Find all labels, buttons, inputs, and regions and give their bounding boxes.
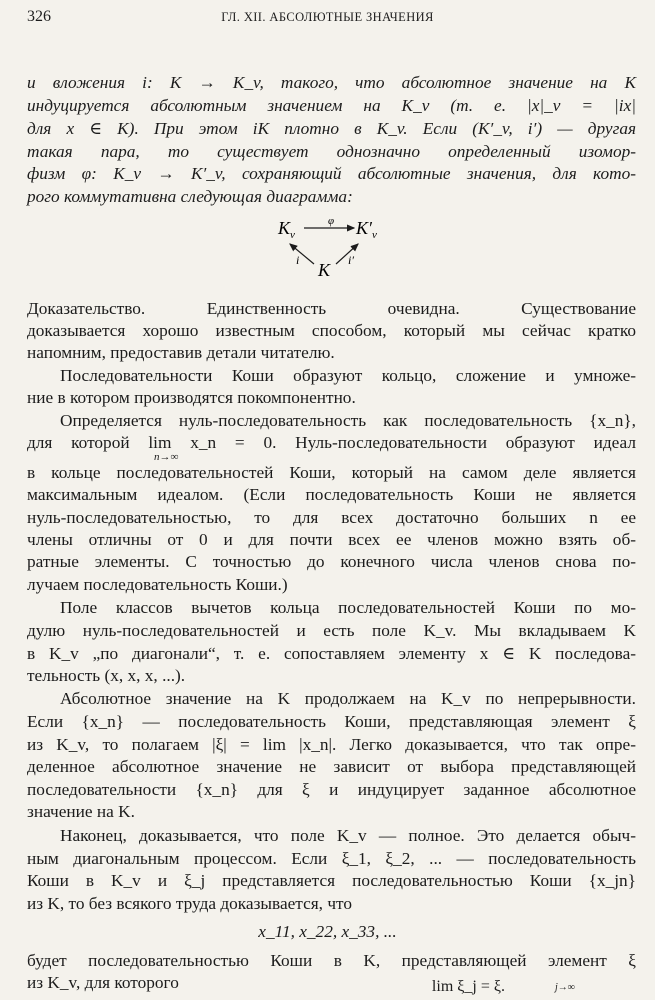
line-33: из K, то без всякого труда доказывается, что (27, 894, 352, 913)
line-23: тельность (x, x, x, ...). (27, 666, 186, 685)
diagram-label-i-prime: i′ (348, 253, 354, 267)
diagram-k-bottom: K (318, 260, 331, 280)
line-1: и вложения i: K → K_v, такого, что абсолютное значение на K (27, 73, 636, 92)
lim-subscript-n: n→∞ (154, 451, 179, 463)
formula-limit: lim ξ_j = ξ. (431, 978, 505, 995)
line-22: в K_v „по диагонали“, т. е. сопоставляем элементу x ∈ K последова- (27, 644, 636, 663)
line-20: Поле классов вычетов кольца последовательностей Коши по мо- (60, 598, 636, 617)
line-13: для которой lim x_n = 0. Нуль-последовательности образуют идеал (27, 433, 636, 452)
line-7: Доказательство. Единственность очевидна. Существование (27, 299, 636, 318)
line-31: ным диагональным процессом. Если ξ_1, ξ_2, ... — последовательность (27, 849, 636, 868)
line-17: члены отличны от 0 и для почти всех ее членов можно взять об- (27, 530, 636, 549)
line-10: Последовательности Коши образуют кольцо, сложение и умноже- (60, 366, 636, 385)
line-14: в кольце последовательностей Коши, который на самом деле является (27, 463, 636, 482)
line-4: такая пара, то существует однозначно определенный изомор- (27, 142, 636, 161)
line-25: Если {x_n} — последовательность Коши, представляющая элемент ξ (27, 712, 636, 731)
commutative-diagram (270, 214, 390, 280)
diagram-arrow-i (290, 244, 314, 264)
line-3: для x ∈ K). При этом iK плотно в K_v. Если (K′_v, i′) — другая (27, 119, 636, 138)
line-11: ние в котором производятся покомпонентно. (27, 388, 356, 407)
diagram-kv-right: $K'_v$ (356, 218, 377, 241)
line-2: индуцируется абсолютным значением на K_v (т. е. |x|_v = |ix| (27, 96, 636, 115)
line-36: из K_v, для которого (27, 973, 179, 992)
diagram-arrow-i-prime (336, 244, 358, 264)
line-30: Наконец, доказывается, что поле K_v — полное. Это делается обыч- (60, 826, 636, 845)
line-35: будет последовательностью Коши в K, представляющей элемент ξ (27, 951, 636, 970)
line-6: рого коммутативна следующая диаграмма: (27, 187, 353, 206)
formula-diagonal-sequence: x_11, x_22, x_33, ... (258, 922, 397, 941)
diagram-label-i: i (296, 253, 300, 267)
line-15: максимальным идеалом. (Если последовательность Коши не является (27, 485, 636, 504)
line-32: Коши в K_v и ξ_j представляется последовательностью Коши {x_jn} (27, 871, 636, 890)
line-5: физм φ: K_v → K′_v, сохраняющий абсолютные значения, для кото- (27, 164, 636, 183)
line-9: напомним, предоставив детали читателю. (27, 343, 335, 362)
diagram-kv-left: $K_v$ (278, 218, 295, 241)
line-26: из K_v, то полагаем |ξ| = lim |x_n|. Легко доказывается, что так опре- (27, 735, 636, 754)
running-head: ГЛ. XII. АБСОЛЮТНЫЕ ЗНАЧЕНИЯ (221, 10, 434, 24)
line-29: значение на K. (27, 802, 135, 821)
line-24: Абсолютное значение на K продолжаем на K_v по непрерывности. (60, 689, 636, 708)
line-8: доказывается хорошо известным способом, который мы сейчас кратко (27, 321, 636, 340)
line-16: нуль-последовательностью, то для всех достаточно больших n ее (27, 508, 636, 527)
line-12: Определяется нуль-последовательность как последовательность {x_n}, (60, 411, 636, 430)
line-21: дулю нуль-последовательностей и есть поле K_v. Мы вкладываем K (27, 621, 636, 640)
lim-subscript-j: j→∞ (555, 982, 575, 993)
line-28: последовательности {x_n} для ξ и индуцирует заданное абсолютное (27, 780, 636, 799)
line-19: лучаем последовательность Коши.) (27, 575, 288, 594)
page-number: 326 (27, 8, 51, 25)
diagram-label-phi: φ (328, 215, 335, 227)
line-27: деленное абсолютное значение не зависит от выбора представляющей (27, 757, 636, 776)
line-18: ратные элементы. С точностью до конечного числа членов снова по- (27, 552, 636, 571)
